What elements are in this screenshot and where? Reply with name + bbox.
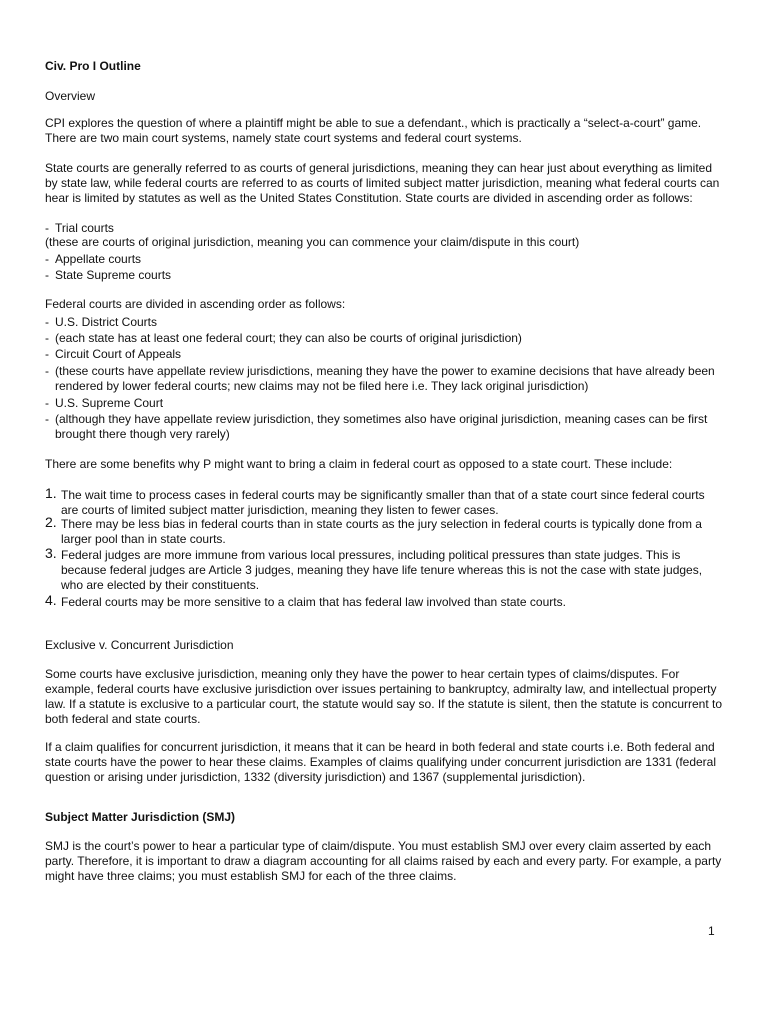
dash-bullet: - — [45, 268, 49, 282]
smj-heading: Subject Matter Jurisdiction (SMJ) — [45, 810, 236, 824]
list-number: 4. — [45, 592, 57, 608]
smj-paragraph: SMJ is the court’s power to hear a particular type of claim/dispute. You must establish SMJ over every claim asserted by each party. Therefore, it is important to draw a diagram accounting for all claims raised by each and every party. For example, a party might have three claims; you must establish SMJ for each of the three claims. — [45, 839, 722, 883]
federal-list-item: - U.S. District Courts — [45, 315, 158, 329]
dash-bullet: - — [45, 396, 49, 410]
state-list-item: - Appellate courts — [45, 252, 142, 266]
concurrent-paragraph: If a claim qualifies for concurrent jurisdiction, it means that it can be heard in both federal and state courts i.e. Both federal and state courts have the power to hear these claims. Examples of claims qualifying under concurrent jurisdiction are 1331 (federal question or arising under jurisdiction, 1332 (diversity jurisdiction) and 1367 (supplemental jurisdiction). — [45, 740, 717, 784]
benefits-intro: There are some benefits why P might want to bring a claim in federal court as opposed to a state court. These include: — [45, 457, 673, 471]
benefit-item: 2. There may be less bias in federal courts than in state courts as the jury selection in federal courts is typically done from a larger pool than in state courts. — [45, 514, 702, 546]
federal-intro: Federal courts are divided in ascending order as follows: — [45, 297, 346, 311]
benefit-item: 4. Federal courts may be more sensitive to a claim that has federal law involved than state courts. — [45, 592, 566, 609]
dash-bullet: - — [45, 315, 49, 329]
page-number: 1 — [708, 924, 715, 938]
list-number: 1. — [45, 485, 57, 501]
dash-bullet: - — [45, 364, 49, 378]
federal-list-item: - (each state has at least one federal court; they can also be courts of original jurisdiction) — [45, 331, 522, 345]
state-list-note: (these are courts of original jurisdiction, meaning you can commence your claim/dispute in this court) — [45, 235, 580, 249]
overview-paragraph: CPI explores the question of where a plaintiff might be able to sue a defendant., which is practically a “select-a-court” game. There are two main court systems, namely state court systems and federal court systems. — [45, 116, 702, 145]
document-title: Civ. Pro I Outline — [45, 59, 141, 73]
federal-list-item: - (although they have appellate review jurisdiction, they sometimes also have original jurisdiction, meaning cases can be first brought there though very rarely) — [45, 412, 708, 441]
dash-bullet: - — [45, 347, 49, 361]
federal-list-item: - U.S. Supreme Court — [45, 396, 164, 410]
list-number: 3. — [45, 545, 57, 561]
dash-bullet: - — [45, 331, 49, 345]
federal-list-item: - (these courts have appellate review jurisdictions, meaning they have the power to examine decisions that have already been rendered by lower federal courts; new claims may not be filed here i.e. They lack original jurisdiction) — [45, 364, 715, 393]
exclusive-heading: Exclusive v. Concurrent Jurisdiction — [45, 638, 234, 652]
state-list-item: - Trial courts — [45, 221, 114, 235]
list-number: 2. — [45, 514, 57, 530]
dash-bullet: - — [45, 412, 49, 426]
state-courts-paragraph: State courts are generally referred to as courts of general jurisdictions, meaning they can hear just about everything as limited by state law, while federal courts are referred to as courts of limited subject matter jurisdiction, meaning what federal courts can hear is limited by statutes as well as the United States Constitution. State courts are divided in ascending order as follows: — [45, 161, 720, 205]
dash-bullet: - — [45, 252, 49, 266]
benefit-item: 3. Federal judges are more immune from various local pressures, including political pressures than state judges. This is because federal judges are Article 3 judges, meaning they have life tenure whereas this is not the case with state judges, who are elected by their constituents. — [45, 545, 703, 592]
federal-list-item: - Circuit Court of Appeals — [45, 347, 182, 361]
dash-bullet: - — [45, 221, 49, 235]
overview-heading: Overview — [45, 89, 96, 103]
benefit-item: 1. The wait time to process cases in federal courts may be significantly smaller than that of a state court since federal courts are courts of limited subject matter jurisdiction, meaning they listen to fewer cases. — [45, 485, 705, 517]
exclusive-paragraph: Some courts have exclusive jurisdiction, meaning only they have the power to hear certain types of claims/disputes. For example, federal courts have exclusive jurisdiction over issues pertaining to bankruptcy, admiralty law, and intellectual property law. If a statute is exclusive to a particular court, the statute would say so. If the statute is silent, then the statute is concurrent to both federal and state courts. — [45, 667, 723, 726]
state-list-item: - State Supreme courts — [45, 268, 172, 282]
